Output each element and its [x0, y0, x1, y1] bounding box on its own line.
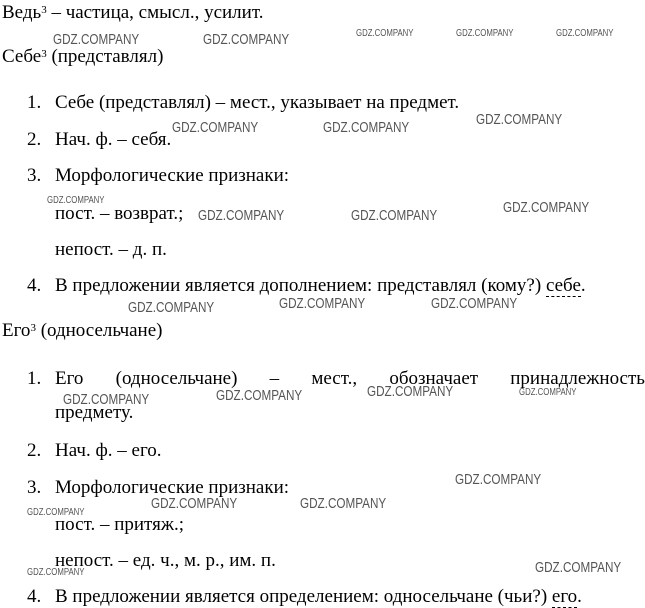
item-number: 4. — [27, 586, 42, 607]
watermark: GDZ.COMPANY — [519, 387, 577, 398]
watermark: GDZ.COMPANY — [323, 119, 410, 136]
watermark: GDZ.COMPANY — [172, 119, 259, 136]
item-number: 2. — [27, 129, 42, 150]
item-number: 1. — [27, 368, 42, 389]
watermark: GDZ.COMPANY — [47, 195, 105, 206]
watermark: GDZ.COMPANY — [216, 387, 303, 404]
watermark: GDZ.COMPANY — [203, 31, 290, 48]
watermark: GDZ.COMPANY — [198, 207, 285, 224]
watermark: GDZ.COMPANY — [431, 295, 518, 312]
list-item: Морфологические признаки: — [55, 165, 290, 186]
item-number: 3. — [27, 477, 42, 498]
list-item-continuation: предмету. — [55, 402, 134, 423]
underlined-word: себе — [545, 275, 581, 296]
watermark: GDZ.COMPANY — [63, 391, 150, 408]
list-item: Нач. ф. – его. — [55, 440, 162, 461]
sub-item: пост. – возврат.; — [55, 203, 184, 224]
list-item-justified: Его (односельчане) – мест., обозначает принадлежность — [55, 368, 645, 389]
heading-ego: Его$^3$ (односельчане) — [2, 320, 163, 341]
sub-item: пост. – притяж.; — [55, 514, 184, 535]
list-item: Нач. ф. – себя. — [55, 129, 172, 150]
watermark: GDZ.COMPANY — [356, 28, 414, 39]
watermark: GDZ.COMPANY — [535, 559, 622, 576]
heading-ved: Ведь$^3$ – частица, смысл., усилит. — [2, 2, 264, 23]
watermark: GDZ.COMPANY — [53, 31, 140, 48]
sub-item: непост. – ед. ч., м. р., им. п. — [55, 550, 276, 571]
watermark: GDZ.COMPANY — [151, 495, 238, 512]
watermark: GDZ.COMPANY — [300, 495, 387, 512]
watermark: GDZ.COMPANY — [27, 507, 85, 518]
watermark: GDZ.COMPANY — [351, 207, 438, 224]
watermark: GDZ.COMPANY — [556, 28, 614, 39]
watermark: GDZ.COMPANY — [476, 111, 563, 128]
watermark: GDZ.COMPANY — [367, 383, 454, 400]
watermark: GDZ.COMPANY — [128, 299, 215, 316]
watermark: GDZ.COMPANY — [503, 199, 590, 216]
list-item: Морфологические признаки: — [55, 477, 290, 498]
watermark: GDZ.COMPANY — [279, 295, 366, 312]
watermark: GDZ.COMPANY — [455, 471, 542, 488]
item-number: 2. — [27, 440, 42, 461]
list-item: В предложении является определением: односельчане (чьи?) его. — [55, 586, 582, 607]
watermark: GDZ.COMPANY — [456, 28, 514, 39]
sub-item: непост. – д. п. — [55, 239, 167, 260]
item-number: 4. — [27, 275, 42, 296]
item-number: 1. — [27, 92, 42, 113]
watermark: GDZ.COMPANY — [27, 567, 85, 578]
list-item: Себе (представлял) – мест., указывает на предмет. — [55, 92, 460, 113]
underlined-word: его — [551, 586, 578, 607]
item-number: 3. — [27, 165, 42, 186]
list-item: В предложении является дополнением: представлял (кому?) себе. — [55, 275, 586, 296]
heading-sebe: Себе$^3$ (представлял) — [2, 46, 164, 67]
